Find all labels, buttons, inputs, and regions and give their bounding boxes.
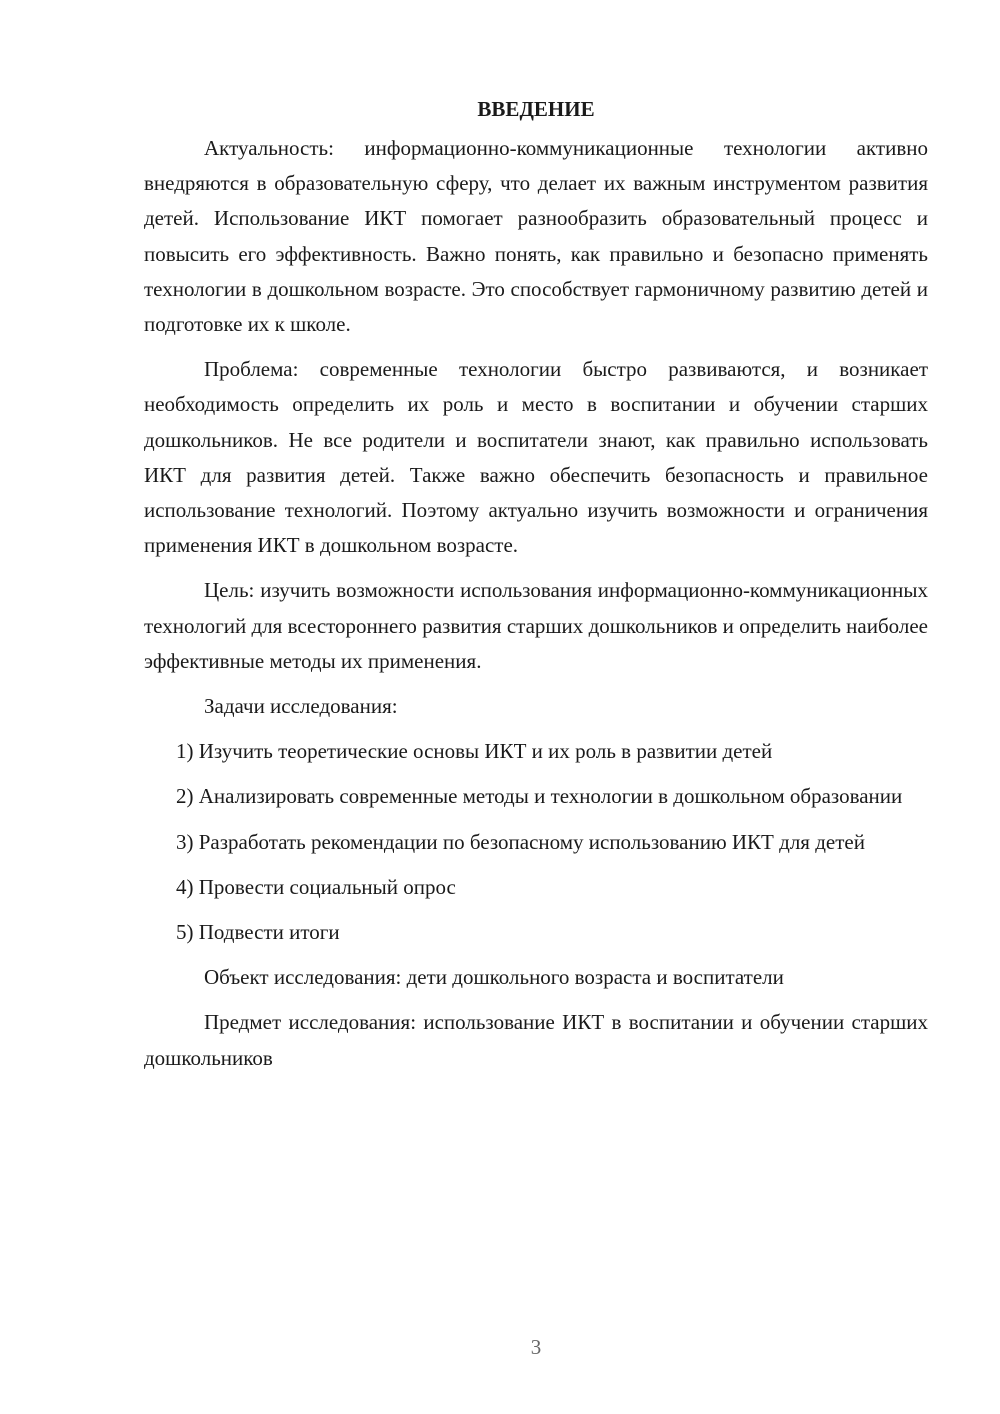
- tasks-heading: Задачи исследования:: [204, 694, 398, 719]
- task-item: 5) Подвести итоги: [176, 920, 340, 945]
- research-subject-paragraph: Предмет исследования: использование ИКТ в воспитании и обучении старших дошкольников: [144, 1010, 928, 1070]
- task-item: 1) Изучить теоретические основы ИКТ и их роль в развитии детей: [176, 739, 773, 764]
- research-object-paragraph: Объект исследования: дети дошкольного возраста и воспитатели: [204, 965, 784, 990]
- task-item: 2) Анализировать современные методы и технологии в дошкольном образовании: [176, 784, 903, 809]
- goal-paragraph: Цель: изучить возможности использования информационно-коммуникационных технологий для всестороннего развития старших дошкольников и определить наиболее эффективные методы их применения.: [144, 578, 928, 673]
- document-page: [144, 92, 928, 1086]
- problem-paragraph: Проблема: современные технологии быстро развиваются, и возникает необходимость определить их роль и место в воспитании и обучении старших дошкольников. Не все родители и воспитатели знают, как правильно использовать ИКТ для развития детей. Также важно обеспечить безопасность и правильное использование технологий. Поэтому актуально изучить возможности и ограничения применения ИКТ в дошкольном возрасте.: [144, 357, 928, 558]
- page-number: 3: [530, 1335, 542, 1359]
- relevance-paragraph: Актуальность: информационно-коммуникационные технологии активно внедряются в образовательную сферу, что делает их важным инструментом развития детей. Использование ИКТ помогает разнообразить образовательный процесс и повысить его эффективность. Важно понять, как правильно и безопасно применять технологии в дошкольном возрасте. Это способствует гармоничному развитию детей и подготовке их к школе.: [144, 136, 928, 337]
- task-item: 4) Провести социальный опрос: [176, 874, 456, 899]
- section-title: ВВЕДЕНИЕ: [477, 97, 595, 121]
- task-item: 3) Разработать рекомендации по безопасному использованию ИКТ для детей: [176, 829, 865, 854]
